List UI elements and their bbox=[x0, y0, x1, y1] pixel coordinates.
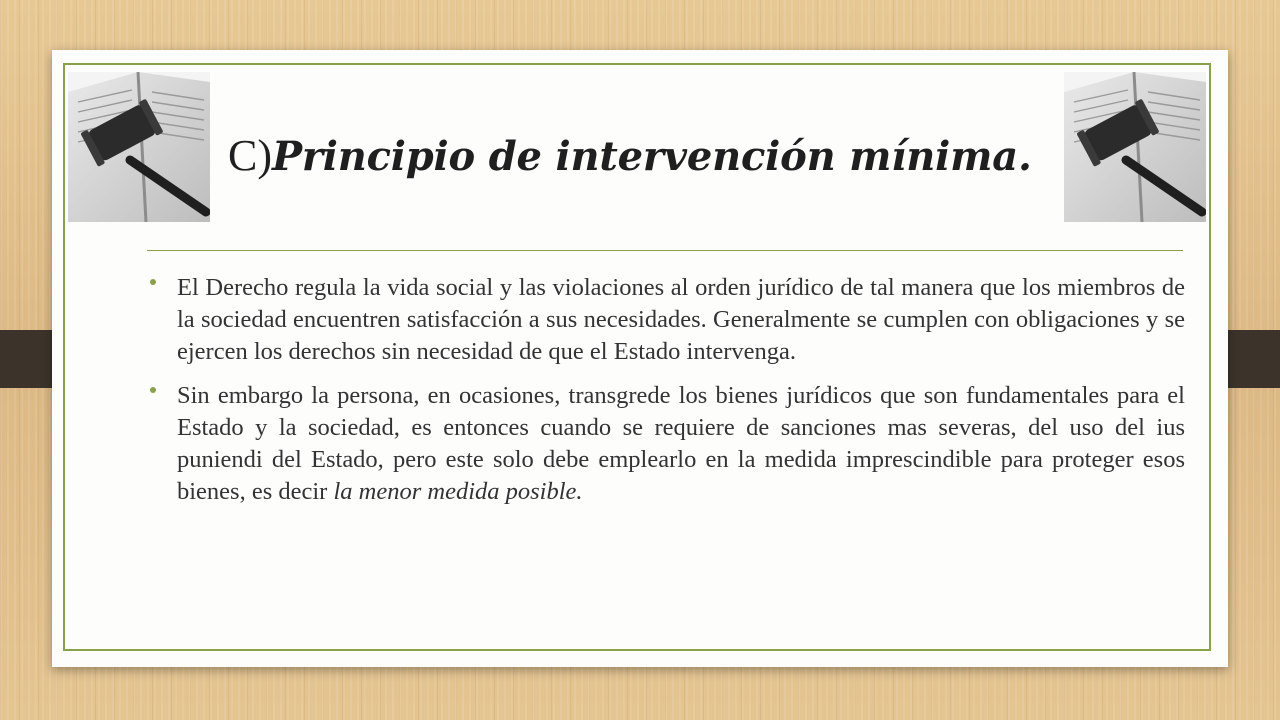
bullet-item bbox=[147, 380, 1185, 508]
bullet-item bbox=[147, 272, 1185, 368]
bullet-dot bbox=[150, 279, 156, 285]
bullet-text: Sin embargo la persona, en ocasiones, transgrede los bienes jurídicos que son fundamentales para el Estado y la sociedad, es entonces cuando se requiere de sanciones mas severas, del uso del ius puniendi del Estado, pero este solo debe emplearlo en la medida imprescindible para proteger esos bienes, es decir bbox=[177, 382, 1185, 505]
gavel-book-image-left bbox=[68, 72, 210, 222]
slide-title bbox=[228, 130, 1128, 181]
bullet-list bbox=[147, 272, 1185, 520]
bullet-text: El Derecho regula la vida social y las violaciones al orden jurídico de tal manera que los miembros de la sociedad encuentren satisfacción a sus necesidades. Generalmente se cumplen con obligaciones y se ejercen los derechos sin necesidad de que el Estado intervenga. bbox=[177, 274, 1185, 365]
bullet-emphasis: la menor medida posible. bbox=[333, 478, 583, 505]
title-divider bbox=[147, 250, 1183, 251]
title-main: Principio de intervención mínima. bbox=[272, 133, 1032, 180]
title-prefix: C) bbox=[228, 131, 272, 180]
slide-card bbox=[52, 50, 1228, 667]
bullet-dot bbox=[150, 387, 156, 393]
